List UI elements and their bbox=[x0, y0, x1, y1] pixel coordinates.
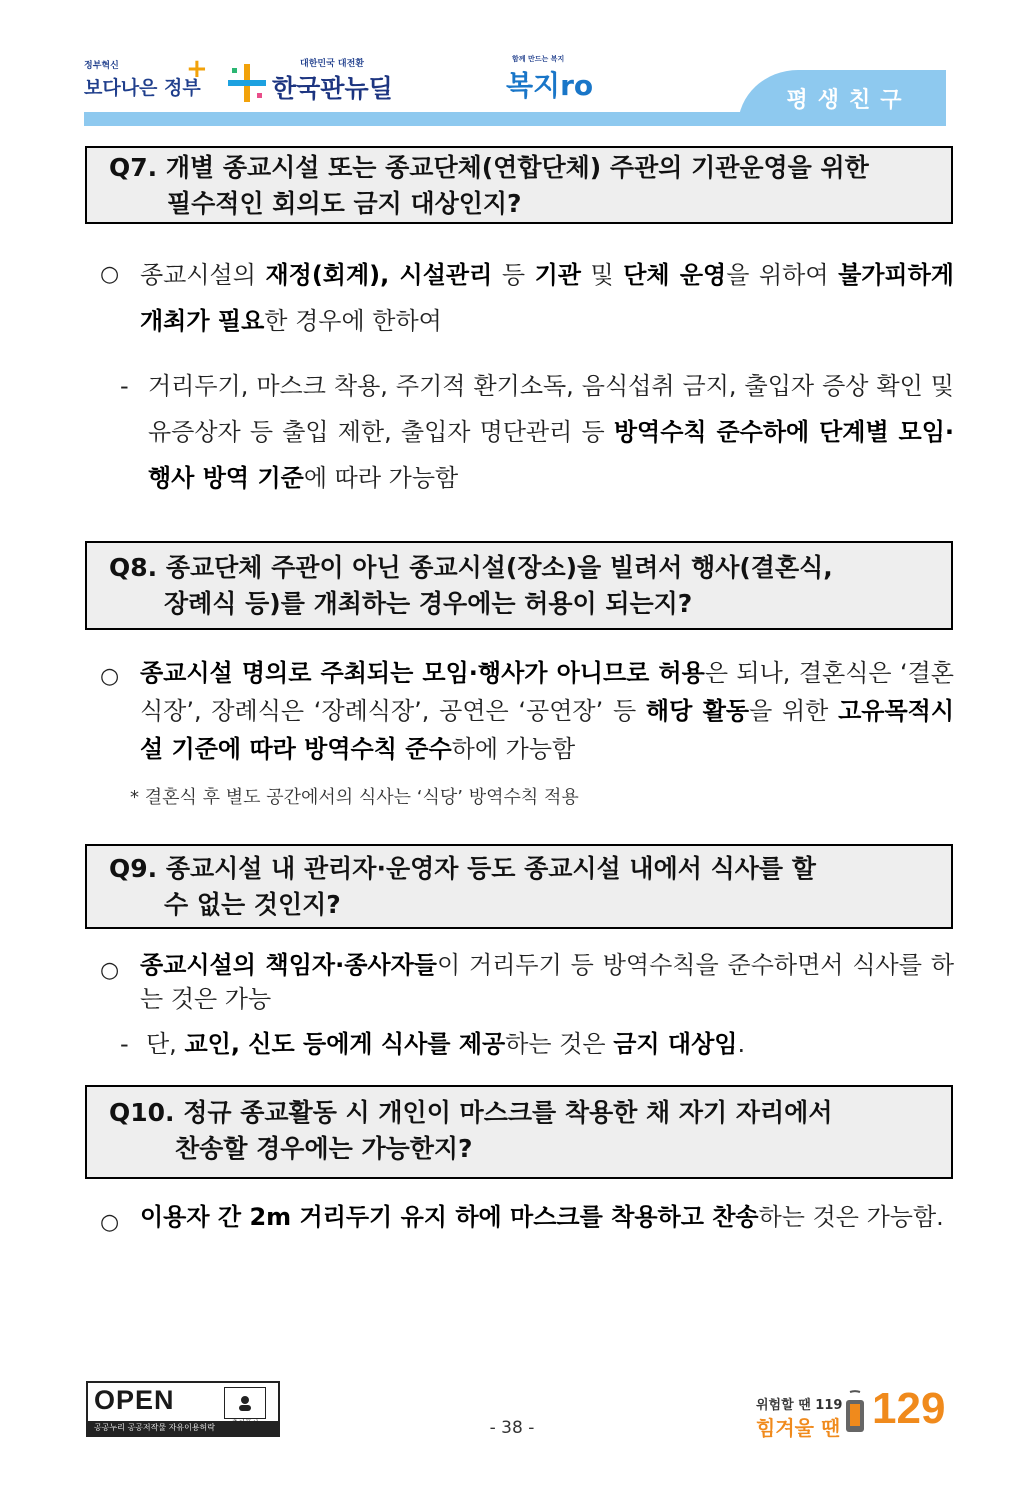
new-deal-mark-icon bbox=[226, 62, 268, 108]
circle-bullet-icon: ○ bbox=[100, 1210, 120, 1235]
answer-q7: 종교시설의 재정(회계), 시설관리 등 기관 및 단체 운영을 위하여 불가피하게 개최가 필요한 경우에 한하여 bbox=[140, 261, 954, 335]
question-title: Q9. 종교시설 내 관리자·운영자 등도 종교시설 내에서 식사를 할 bbox=[109, 854, 816, 883]
answer-q10: 이용자 간 2m 거리두기 유지 하에 마스크를 착용하고 찬송하는 것은 가능함. bbox=[140, 1203, 944, 1231]
phone-icon bbox=[844, 1390, 866, 1438]
person-attribution-icon bbox=[224, 1387, 266, 1419]
question-box-q7 bbox=[85, 146, 953, 224]
question-box-q10 bbox=[85, 1085, 953, 1179]
plus-icon: + bbox=[186, 54, 208, 84]
question-title-continued: 장례식 등)를 개최하는 경우에는 허용이 되는지? bbox=[164, 589, 693, 618]
asterisk-icon: * bbox=[130, 787, 145, 808]
korean-new-deal-logo: 대한민국 대전환 한국판뉴딜 bbox=[272, 59, 393, 103]
question-title: Q10. 정규 종교활동 시 개인이 마스크를 착용한 채 자기 자리에서 bbox=[109, 1098, 833, 1127]
question-title-continued: 수 없는 것인지? bbox=[164, 890, 341, 919]
dash-bullet: - bbox=[120, 372, 129, 400]
question-box-q9 bbox=[85, 844, 953, 929]
welfare-ro-logo: 함께 만드는 복지 복지ro bbox=[506, 55, 594, 102]
question-box-q8 bbox=[85, 541, 953, 630]
page-number: - 38 - bbox=[489, 1418, 535, 1438]
answer-q9-detail: 단, 교인, 신도 등에게 식사를 제공하는 것은 금지 대상임. bbox=[146, 1030, 746, 1058]
asterisk-note: * 결혼식 후 별도 공간에서의 식사는 ‘식당’ 방역수칙 적용 bbox=[130, 787, 579, 808]
answer-q9: 종교시설의 책임자·종사자들이 거리두기 등 방역수칙을 준수하면서 식사를 하는 것은 가능 bbox=[140, 951, 954, 1013]
question-title: Q7. 개별 종교시설 또는 종교단체(연합단체) 주관의 기관운영을 위한 bbox=[109, 153, 869, 182]
question-title: Q8. 종교단체 주관이 아닌 종교시설(장소)을 빌려서 행사(결혼식, bbox=[109, 553, 833, 582]
circle-bullet-icon: ○ bbox=[100, 664, 120, 689]
question-title-continued: 필수적인 회의도 금지 대상인지? bbox=[167, 189, 522, 218]
page-header bbox=[0, 0, 1024, 135]
question-title-continued: 찬송할 경우에는 가능한지? bbox=[175, 1134, 473, 1163]
answer-q8: 종교시설 명의로 주최되는 모임·행사가 아니므로 허용은 되나, 결혼식은 ‘결혼식장’, 장례식은 ‘장례식장’, 공연은 ‘공연장’ 등 해당 활동을 위한 고유목적시설 기준에 따라 방역수칙 준수하에 가능함 bbox=[140, 659, 955, 763]
circle-bullet-icon: ○ bbox=[100, 958, 120, 983]
circle-bullet-icon: ○ bbox=[100, 262, 120, 287]
dash-bullet: - bbox=[120, 1030, 129, 1058]
header-tab-label: 평생친구 bbox=[738, 70, 946, 126]
helpline-129-logo: 위험할 땐 119 힘겨울 땐 129 bbox=[756, 1384, 946, 1440]
gov-innovation-logo: 정부혁신 보다나은 정부 bbox=[84, 61, 201, 99]
open-license-badge: OPEN 공공누리 공공저작물 자유이용허락 bbox=[86, 1381, 280, 1437]
answer-q7-detail: 거리두기, 마스크 착용, 주기적 환기소독, 음식섭취 금지, 출입자 증상 확인 및 유증상자 등 출입 제한, 출입자 명단관리 등 방역수칙 준수하에 단계별 모임·행사 방역 기준에 따라 가능함 bbox=[148, 372, 954, 492]
